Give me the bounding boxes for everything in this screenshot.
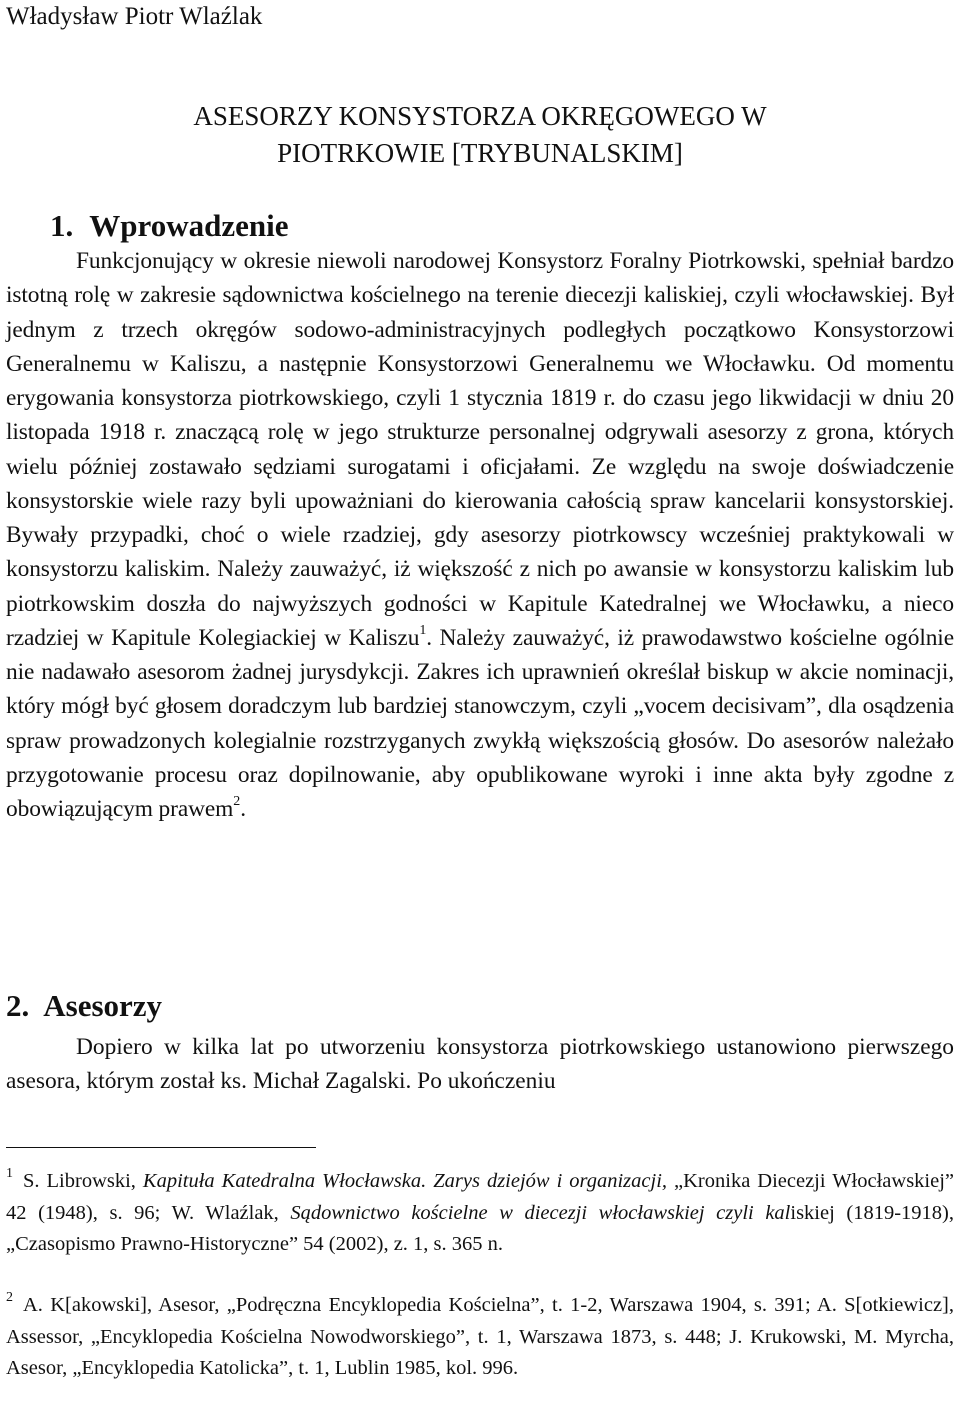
footnote-1-text-3: iskiej (1819-1918), „Czasopismo Prawno-Historyczne” 54 (2002), z. 1, s. 365 n. (6, 1201, 954, 1255)
author-name: Władysław Piotr Wlaźlak (6, 3, 263, 30)
footnote-1-italic-2: Sądownictwo kościelne w diecezji włocławskiej czyli kal (290, 1201, 791, 1224)
section-1-number: 1. (50, 208, 74, 243)
section-1-text-a: Funkcjonujący w okresie niewoli narodowej Konsystorz Foralny Piotrkowski, spełniał bardzo istotną rolę w zakresie sądownictwa kościelnego na terenie diecezji kaliskiej, czyli włocławskiej. Był jednym z trzech okręgów sodowo-administracyjnych podległych początkowo Konsystorzowi Generalnemu w Kaliszu, a następnie Konsystorzowi Generalnemu we Włocławku. Od momentu erygowania konsystorza piotrkowskiego, czyli 1 stycznia 1819 r. do czasu jego likwidacji w dniu 20 listopada 1918 r. znaczącą rolę w jego strukturze personalnej odgrywali asesorzy z grona, których wielu później zostawało sędziami surogatami i oficjałami. Ze względu na swoje doświadczenie konsystorskie wiele razy byli upoważniani do kierowania całością spraw kancelarii konsystorskiej. Bywały przypadki, choć o wiele rzadziej, gdy asesorzy piotrkowscy wcześniej praktykowali w konsystorzu kaliskim. Należy zauważyć, iż większość z nich po awansie w konsystorzu kaliskim lub piotrkowskim doszła do najwyższych godności w Kapitule Katedralnej we Włocławku, a nieco rzadziej w Kapitule Kolegiackiej w Kaliszu (6, 248, 954, 651)
footnote-ref-2: 2 (233, 794, 241, 810)
section-1-heading (50, 206, 288, 246)
footnote-2 (6, 1290, 954, 1385)
section-2-heading (6, 986, 162, 1026)
footnote-1-text-1: S. Librowski, (23, 1170, 143, 1192)
section-1-text-b: . Należy zauważyć, iż prawodawstwo kościelne ogólnie nie nadawało asesorom żadnej jurysdykcji. Zakres ich uprawnień określał biskup w akcie nominacji, który mógł być głosem doradczym lub bardziej stanowczym, czyli „vocem decisivam”, dla osądzenia spraw prowadzonych kolegialnie rozstrzyganych zwykłą większością głosów. Do asesorów należało przygotowanie procesu oraz dopilnowanie, aby opublikowane wyroki i inne akta były zgodne z obowiązującym prawem (6, 624, 954, 823)
footnote-1-text-2: „Kronika Diecezji Włocławskiej” 42 (1948), s. 96; W. Wlaźlak, (6, 1170, 955, 1224)
section-2-title: Asesorzy (43, 988, 163, 1023)
section-2-number: 2. (6, 988, 30, 1023)
document-title (100, 98, 860, 172)
footnote-ref-1: 1 (419, 623, 427, 639)
footnote-1 (6, 1166, 954, 1261)
section-2-body (6, 1030, 954, 1098)
footnote-1-italic-1: Kapituła Katedralna Włocławska. Zarys dziejów i organizacji, (142, 1170, 668, 1192)
footnote-1-mark: 1 (6, 1166, 13, 1182)
section-1-title: Wprowadzenie (89, 208, 289, 243)
footnote-divider (6, 1147, 316, 1148)
section-1-text-c: . (240, 796, 246, 823)
title-line-2: PIOTRKOWIE [TRYBUNALSKIM] (277, 138, 683, 168)
footnote-2-mark: 2 (6, 1290, 13, 1306)
section-1-body (6, 244, 954, 827)
section-2-paragraph: Dopiero w kilka lat po utworzeniu konsystorza piotrkowskiego ustanowiono pierwszego asesora, którym został ks. Michał Zagalski. Po ukończeniu (6, 1034, 954, 1094)
title-line-1: ASESORZY KONSYSTORZA OKRĘGOWEGO W (193, 101, 767, 131)
section-1-paragraph (6, 244, 954, 827)
footnote-2-text: A. K[akowski], Asesor, „Podręczna Encyklopedia Kościelna”, t. 1-2, Warszawa 1904, s. 391; A. S[otkiewicz], Assessor, „Encyklopedia Kościelna Nowodworskiego”, t. 1, Warszawa 1873, s. 448; J. Krukowski, M. Myrcha, Asesor, „Encyklopedia Katolicka”, t. 1, Lublin 1985, kol. 996. (6, 1294, 954, 1379)
